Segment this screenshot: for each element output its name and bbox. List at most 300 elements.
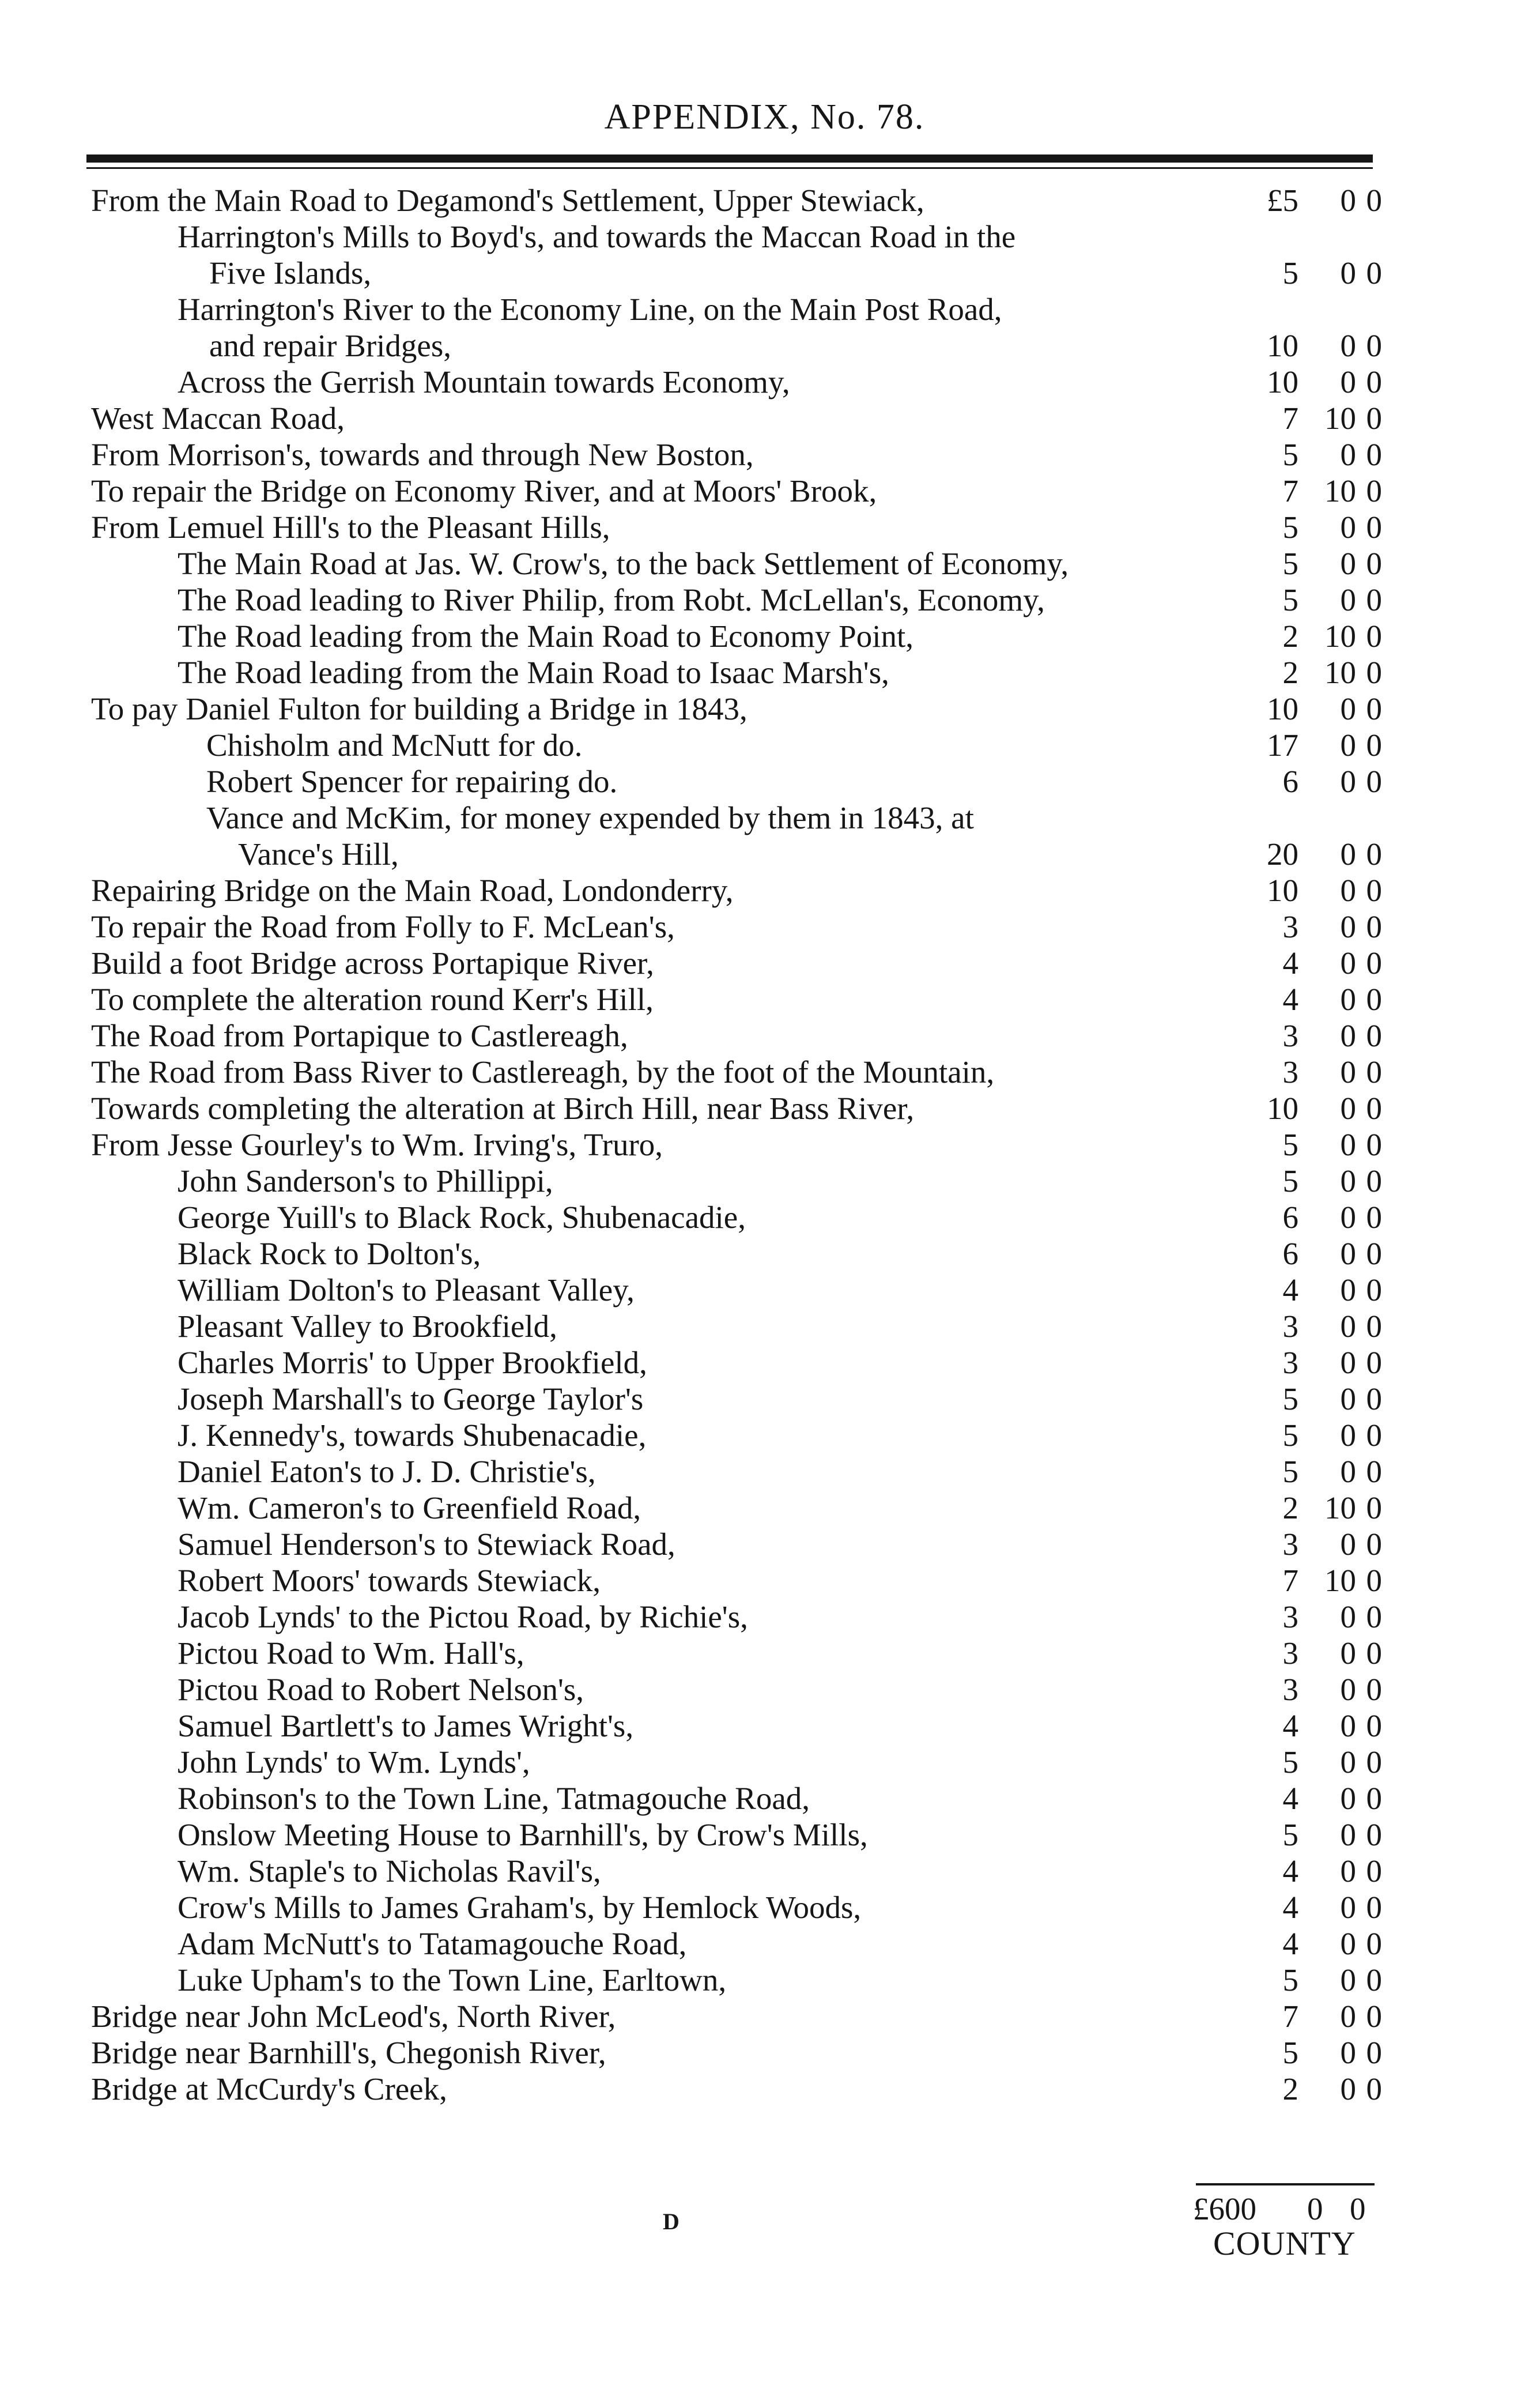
list-item [0,1490,1529,1526]
entry-description [178,1417,646,1453]
total-pounds: £600 [1193,2191,1256,2226]
amount-pence: 0 [1366,1853,1382,1889]
amount-shillings: 10 [1324,1490,1356,1525]
amount-shillings: 0 [1340,1926,1356,1961]
amount-pounds: 5 [1282,1381,1298,1416]
amount-pounds: 4 [1282,945,1298,981]
amount-pounds: 7 [1282,1999,1298,2034]
amount-pounds: 4 [1282,1272,1298,1307]
amount-pence: 0 [1366,1272,1382,1307]
entry-line: Bridge near Barnhill's, Chegonish River, [91,2035,606,2070]
amount-pounds: 3 [1282,1345,1298,1380]
amount-shillings: 0 [1340,1527,1356,1562]
amount-shillings: 0 [1340,546,1356,581]
list-item [0,981,1529,1018]
amount-pence: 0 [1366,691,1382,726]
amount-shillings: 0 [1340,945,1356,981]
entry-description [91,909,675,945]
amount-pence: 0 [1366,1527,1382,1562]
amount-pence: 0 [1366,1563,1382,1598]
entry-description [91,1018,628,1054]
entry-description [91,691,747,727]
list-item [0,763,1529,800]
entry-line: Jacob Lynds' to the Pictou Road, by Richie's, [178,1599,748,1634]
entry-line: Harrington's River to the Economy Line, on the Main Post Road, [178,292,1002,327]
amount-pence: 0 [1366,1890,1382,1925]
list-item [0,1998,1529,2034]
amount-pounds: 5 [1282,582,1298,617]
amount-shillings: 0 [1340,1708,1356,1743]
amount-pence: 0 [1366,1236,1382,1271]
amount-pence: 0 [1366,401,1382,436]
list-item [0,218,1529,291]
amount-pounds: 4 [1282,1926,1298,1961]
entry-line: From Jesse Gourley's to Wm. Irving's, Truro, [91,1127,663,1162]
entry-description [178,1526,675,1562]
list-item [0,1853,1529,1889]
amount-pence: 0 [1366,1200,1382,1235]
entry-description [178,582,1045,618]
entry-line: and repair Bridges, [209,328,451,363]
list-item [0,800,1529,872]
entry-description [178,291,1002,364]
list-item [0,1744,1529,1780]
amount-pounds: 5 [1282,255,1298,291]
entry-line: Robert Spencer for repairing do. [206,764,618,799]
total-rule [1196,2183,1375,2185]
amount-shillings: 0 [1340,691,1356,726]
amount-pounds: 7 [1282,473,1298,508]
amount-pence: 0 [1366,728,1382,763]
list-item [0,1780,1529,1817]
entry-line: Charles Morris' to Upper Brookfield, [178,1345,647,1380]
entry-description [178,1163,553,1199]
list-item [0,1671,1529,1708]
amount-pounds: 10 [1267,328,1298,363]
amount-shillings: 0 [1340,836,1356,872]
amount-pounds: 10 [1267,364,1298,400]
entry-description [178,1708,633,1744]
entry-line: Wm. Cameron's to Greenfield Road, [178,1490,641,1525]
list-item [0,1962,1529,1998]
entry-line: Across the Gerrish Mountain towards Economy, [178,364,790,400]
amount-pence: 0 [1366,1599,1382,1634]
amount-pence: 0 [1366,945,1382,981]
amount-pence: 0 [1366,510,1382,545]
entry-line: Repairing Bridge on the Main Road, Londonderry, [91,873,734,908]
entry-description [206,800,974,872]
total-pence: 0 [1350,2191,1366,2226]
amount-pounds: 5 [1282,1454,1298,1489]
amount-pence: 0 [1366,364,1382,400]
entry-description [178,1308,557,1344]
list-item [0,509,1529,545]
list-item [0,1308,1529,1344]
entry-line: To repair the Road from Folly to F. McLean's, [91,909,675,944]
amount-pence: 0 [1366,582,1382,617]
entry-line: Towards completing the alteration at Birch Hill, near Bass River, [91,1091,915,1126]
amount-pounds: 5 [1282,1817,1298,1852]
entry-description [178,654,889,691]
amount-shillings: 0 [1340,728,1356,763]
entry-line: Samuel Henderson's to Stewiack Road, [178,1527,675,1562]
amount-shillings: 0 [1340,1853,1356,1889]
list-item [0,1599,1529,1635]
entry-line: The Main Road at Jas. W. Crow's, to the back Settlement of Economy, [178,546,1069,581]
amount-pounds: 5 [1282,1962,1298,1998]
entry-line: Robert Moors' towards Stewiack, [178,1563,601,1598]
list-item [0,582,1529,618]
total-shillings: 0 [1307,2191,1323,2226]
amount-pence: 0 [1366,473,1382,508]
amount-pounds: £5 [1267,183,1298,218]
amount-pounds: 3 [1282,1054,1298,1090]
amount-pounds: 5 [1282,1744,1298,1780]
amount-pence: 0 [1366,909,1382,944]
amount-pounds: 4 [1282,982,1298,1017]
entry-description [91,509,610,545]
amount-pounds: 3 [1282,1636,1298,1671]
amount-pence: 0 [1366,437,1382,472]
amount-pounds: 4 [1282,1890,1298,1925]
amount-pounds: 4 [1282,1781,1298,1816]
amount-shillings: 0 [1340,1999,1356,2034]
amount-pence: 0 [1366,546,1382,581]
amount-pounds: 10 [1267,1091,1298,1126]
amount-shillings: 0 [1340,909,1356,944]
amount-shillings: 0 [1340,873,1356,908]
entry-description [178,1562,601,1599]
entry-description [91,400,345,436]
entry-description [91,436,754,473]
amount-pounds: 7 [1282,1563,1298,1598]
amount-pence: 0 [1366,183,1382,218]
list-item [0,691,1529,727]
amount-shillings: 10 [1324,473,1356,508]
list-item [0,1708,1529,1744]
entry-line: West Maccan Road, [91,401,345,436]
amount-pence: 0 [1366,255,1382,291]
amount-pounds: 5 [1282,1127,1298,1162]
amount-pounds: 3 [1282,1599,1298,1634]
entry-line: Wm. Staple's to Nicholas Ravil's, [178,1853,601,1889]
list-item [0,1126,1529,1163]
entry-description [178,618,913,654]
amount-shillings: 10 [1324,655,1356,690]
amount-shillings: 0 [1340,582,1356,617]
entry-description [91,945,654,981]
list-item [0,1453,1529,1490]
page-header: APPENDIX, No. 78. [604,97,925,137]
amount-shillings: 0 [1340,437,1356,472]
amount-shillings: 0 [1340,1163,1356,1199]
entry-description [178,1962,726,1998]
amount-pence: 0 [1366,1708,1382,1743]
amount-shillings: 0 [1340,1272,1356,1307]
entry-description [178,1635,524,1671]
amount-pence: 0 [1366,1454,1382,1489]
entry-description [178,218,1015,291]
list-item [0,2034,1529,2071]
list-item [0,909,1529,945]
amount-pounds: 7 [1282,401,1298,436]
entry-line: Joseph Marshall's to George Taylor's [178,1381,644,1416]
list-item [0,2071,1529,2107]
entry-description [91,1126,663,1163]
amount-pounds: 17 [1267,728,1298,763]
amount-shillings: 0 [1340,1817,1356,1852]
amount-pence: 0 [1366,1091,1382,1126]
entry-line: Five Islands, [209,255,372,291]
header-rule-thin [86,167,1373,169]
entry-line: John Lynds' to Wm. Lynds', [178,1744,530,1780]
amount-pence: 0 [1366,619,1382,654]
amount-pounds: 5 [1282,510,1298,545]
entry-line: Bridge at McCurdy's Creek, [91,2071,447,2106]
entry-line: Pictou Road to Wm. Hall's, [178,1636,524,1671]
amount-shillings: 0 [1340,982,1356,1017]
amount-pounds: 5 [1282,1418,1298,1453]
entry-description [91,981,654,1018]
amount-shillings: 0 [1340,1054,1356,1090]
entry-description [91,2071,447,2107]
amount-pence: 0 [1366,1309,1382,1344]
entry-description [178,1780,810,1817]
amount-pence: 0 [1366,1781,1382,1816]
amount-pence: 0 [1366,328,1382,363]
amount-shillings: 0 [1340,1127,1356,1162]
amount-pounds: 2 [1282,2071,1298,2106]
entry-description [91,872,734,909]
amount-shillings: 10 [1324,1563,1356,1598]
entry-line: Samuel Bartlett's to James Wright's, [178,1708,634,1743]
list-item [0,1054,1529,1090]
entry-line: Chisholm and McNutt for do. [206,728,583,763]
entry-line: Pleasant Valley to Brookfield, [178,1309,557,1344]
amount-pence: 0 [1366,1962,1382,1998]
amount-shillings: 0 [1340,1381,1356,1416]
amount-shillings: 10 [1324,401,1356,436]
amount-shillings: 0 [1340,1200,1356,1235]
amount-pence: 0 [1366,1636,1382,1671]
entry-line: Build a foot Bridge across Portapique River, [91,945,654,981]
amount-shillings: 0 [1340,1345,1356,1380]
entry-line: The Road from Portapique to Castlereagh, [91,1018,628,1053]
entry-line: Luke Upham's to the Town Line, Earltown, [178,1962,727,1998]
entry-line: Onslow Meeting House to Barnhill's, by Crow's Mills, [178,1817,868,1852]
entry-description [178,364,790,400]
amount-pounds: 2 [1282,1490,1298,1525]
amount-pence: 0 [1366,2071,1382,2106]
entry-line: Daniel Eaton's to J. D. Christie's, [178,1454,596,1489]
entry-description [178,1235,481,1272]
list-item [0,1889,1529,1925]
list-item [0,654,1529,691]
amount-pence: 0 [1366,1926,1382,1961]
amount-shillings: 0 [1340,1781,1356,1816]
list-item [0,1526,1529,1562]
entry-description [91,2034,606,2071]
list-item [0,1018,1529,1054]
list-item [0,945,1529,981]
amount-pence: 0 [1366,655,1382,690]
entry-description [206,763,617,800]
entry-line: Pictou Road to Robert Nelson's, [178,1672,584,1707]
amount-pence: 0 [1366,873,1382,908]
entry-line: The Road leading from the Main Road to Isaac Marsh's, [178,655,889,690]
entry-line: George Yuill's to Black Rock, Shubenacadie, [178,1200,746,1235]
amount-shillings: 0 [1340,1418,1356,1453]
entry-line: To pay Daniel Fulton for building a Bridge in 1843, [91,691,747,726]
amount-pence: 0 [1366,2035,1382,2070]
amount-pence: 0 [1366,1999,1382,2034]
entry-description [178,1889,861,1925]
amount-pence: 0 [1366,1490,1382,1525]
entry-line: The Road leading to River Philip, from Robt. McLellan's, Economy, [178,582,1045,617]
amount-pence: 0 [1366,1381,1382,1416]
entry-line: From Morrison's, towards and through New Boston, [91,437,754,472]
list-item [0,1817,1529,1853]
list-item [0,1381,1529,1417]
appropriation-list [0,182,1529,2107]
entry-line: Vance's Hill, [238,836,399,872]
amount-shillings: 0 [1340,1599,1356,1634]
list-item [0,1272,1529,1308]
list-item [0,872,1529,909]
amount-shillings: 0 [1340,183,1356,218]
entry-line: From the Main Road to Degamond's Settlement, Upper Stewiack, [91,183,924,218]
entry-line: Bridge near John McLeod's, North River, [91,1999,616,2034]
amount-pounds: 5 [1282,546,1298,581]
amount-pence: 0 [1366,836,1382,872]
entry-description [91,473,877,509]
amount-pounds: 5 [1282,437,1298,472]
catchword: COUNTY [1213,2225,1356,2262]
list-item [0,473,1529,509]
amount-pounds: 4 [1282,1853,1298,1889]
amount-shillings: 0 [1340,1890,1356,1925]
amount-pounds: 3 [1282,1309,1298,1344]
amount-shillings: 0 [1340,1018,1356,1053]
entry-description [178,1272,635,1308]
list-item [0,182,1529,218]
amount-pounds: 3 [1282,1527,1298,1562]
amount-pounds: 6 [1282,1200,1298,1235]
list-item [0,618,1529,654]
amount-pounds: 5 [1282,2035,1298,2070]
list-item [0,1344,1529,1381]
amount-pounds: 2 [1282,619,1298,654]
list-item [0,291,1529,364]
amount-pence: 0 [1366,1744,1382,1780]
amount-pence: 0 [1366,1345,1382,1380]
amount-pounds: 5 [1282,1163,1298,1199]
entry-line: From Lemuel Hill's to the Pleasant Hills, [91,510,610,545]
entry-line: The Road from Bass River to Castlereagh, by the foot of the Mountain, [91,1054,995,1090]
amount-shillings: 0 [1340,2035,1356,2070]
list-item [0,436,1529,473]
amount-pence: 0 [1366,1163,1382,1199]
entry-description [178,1925,686,1962]
amount-shillings: 0 [1340,1454,1356,1489]
entry-description [178,1599,748,1635]
amount-shillings: 0 [1340,1962,1356,1998]
list-item [0,1235,1529,1272]
entry-description [178,1853,601,1889]
entry-line: William Dolton's to Pleasant Valley, [178,1272,635,1307]
amount-shillings: 0 [1340,1236,1356,1271]
entry-line: Robinson's to the Town Line, Tatmagouche Road, [178,1781,810,1816]
list-item [0,545,1529,582]
entry-description [178,1744,530,1780]
entry-line: Crow's Mills to James Graham's, by Hemlock Woods, [178,1890,862,1925]
amount-pence: 0 [1366,1817,1382,1852]
entry-description [206,727,582,763]
amount-pence: 0 [1366,764,1382,799]
entry-description [178,1671,584,1708]
list-item [0,1199,1529,1235]
entry-description [178,1344,647,1381]
amount-pounds: 3 [1282,1018,1298,1053]
entry-description [178,545,1069,582]
entry-description [178,1381,643,1417]
amount-pounds: 6 [1282,1236,1298,1271]
entry-description [91,182,924,218]
list-item [0,400,1529,436]
signature-mark: D [663,2209,679,2234]
entry-description [91,1090,914,1126]
entry-line: Harrington's Mills to Boyd's, and towards the Maccan Road in the [178,219,1016,254]
entry-line: Vance and McKim, for money expended by them in 1843, at [206,800,974,835]
list-item [0,727,1529,763]
entry-description [178,1817,868,1853]
amount-pence: 0 [1366,1672,1382,1707]
entry-line: To complete the alteration round Kerr's Hill, [91,982,654,1017]
amount-shillings: 0 [1340,764,1356,799]
amount-pounds: 20 [1267,836,1298,872]
amount-shillings: 0 [1340,364,1356,400]
amount-pounds: 2 [1282,655,1298,690]
amount-pounds: 3 [1282,1672,1298,1707]
list-item [0,1090,1529,1126]
entry-description [178,1199,746,1235]
entry-line: The Road leading from the Main Road to Economy Point, [178,619,914,654]
amount-pounds: 6 [1282,764,1298,799]
entry-description [91,1998,616,2034]
amount-shillings: 0 [1340,1636,1356,1671]
amount-shillings: 0 [1340,1091,1356,1126]
list-item [0,1417,1529,1453]
amount-shillings: 0 [1340,1744,1356,1780]
entry-description [178,1490,641,1526]
amount-shillings: 0 [1340,328,1356,363]
amount-pence: 0 [1366,1054,1382,1090]
amount-shillings: 0 [1340,1672,1356,1707]
list-item [0,1562,1529,1599]
entry-line: To repair the Bridge on Economy River, and at Moors' Brook, [91,473,877,508]
amount-shillings: 0 [1340,1309,1356,1344]
header-rule-thick [86,154,1373,163]
amount-shillings: 0 [1340,255,1356,291]
entry-description [91,1054,994,1090]
amount-pence: 0 [1366,1018,1382,1053]
amount-shillings: 0 [1340,2071,1356,2106]
list-item [0,364,1529,400]
amount-pounds: 10 [1267,691,1298,726]
entry-line: John Sanderson's to Phillippi, [178,1163,553,1199]
amount-pence: 0 [1366,1127,1382,1162]
amount-pounds: 4 [1282,1708,1298,1743]
